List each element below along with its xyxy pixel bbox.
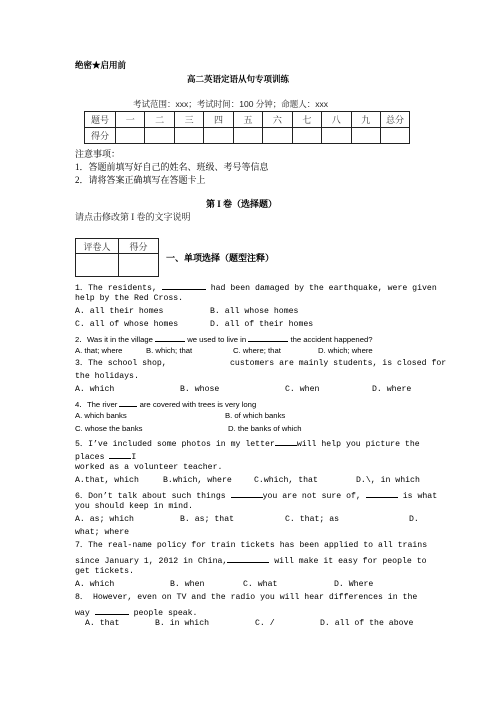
option: C. whose the banks [75, 424, 143, 433]
notes-item: 1．答题前填写好自己的姓名、班级、考号等信息 [75, 162, 269, 172]
score-cell-empty [292, 128, 321, 144]
option: A. which [75, 580, 115, 589]
question-text: will help you picture the [296, 440, 420, 449]
option: B. whose [180, 385, 220, 394]
score-cell-empty [351, 128, 381, 144]
score-cell: 三 [174, 112, 203, 128]
option: B. when [170, 580, 205, 589]
score-cell: 得分 [85, 128, 116, 144]
question-text: is what [402, 492, 438, 501]
question-text: 8． However, even on TV and the radio you will hear differences in the [75, 593, 418, 602]
part-hint: 请点击修改第 I 卷的文字说明 [75, 212, 191, 222]
question-8-line2 [75, 605, 197, 619]
question-text: 6．Don’t talk about such things [75, 492, 226, 501]
option: what; where [75, 528, 130, 537]
option: B. all whose homes [210, 307, 299, 316]
question-text: 3．The school shop, [75, 359, 167, 368]
notes-item: 2．请将答案正确填写在答题卡上 [75, 175, 206, 185]
question-1-line [75, 280, 437, 294]
question-2-line [75, 332, 373, 345]
question-text: worked as a volunteer teacher. [75, 463, 223, 472]
grader-table [75, 238, 159, 277]
option: D. where [372, 385, 412, 394]
question-text: get tickets. [75, 567, 134, 576]
score-label: 得分 [119, 239, 159, 254]
question-text: since January 1, 2012 in China, [75, 557, 228, 566]
score-cell-empty [381, 128, 410, 144]
score-cell: 九 [351, 112, 381, 128]
score-cell: 四 [204, 112, 233, 128]
question-text: the holidays. [75, 372, 139, 381]
option: A. that [85, 619, 120, 628]
question-text: the accident happened? [290, 335, 373, 344]
score-cell: 七 [292, 112, 321, 128]
answer-blank [231, 488, 263, 498]
question-5-line [75, 436, 420, 450]
question-text: 7．The real-name policy for train tickets has been applied to all trains [75, 541, 428, 550]
question-text: you are not sure of, [262, 492, 361, 501]
option: B. which; that [146, 346, 193, 355]
question-text: people speak. [133, 609, 198, 618]
option: A. that; where [75, 346, 123, 355]
answer-blank [227, 553, 269, 563]
score-cell: 八 [322, 112, 351, 128]
section-title: 一、单项选择（题型注释） [166, 253, 275, 263]
score-table [84, 111, 410, 144]
score-cell: 一 [116, 112, 145, 128]
option: D. all of their homes [210, 320, 314, 329]
score-empty [119, 254, 159, 277]
question-5-line2 [75, 449, 136, 463]
question-text: way [75, 609, 90, 618]
option: D. which; where [318, 346, 373, 355]
answer-blank [366, 488, 398, 498]
option: D. all of the above [320, 619, 414, 628]
question-7-line2 [75, 553, 427, 567]
option: B. of which banks [225, 411, 286, 420]
score-cell-empty [204, 128, 233, 144]
option: C. that; as [285, 515, 340, 524]
answer-blank [155, 332, 185, 342]
option: C. all of whose homes [75, 320, 179, 329]
score-cell: 题号 [85, 112, 116, 128]
score-cell-empty [322, 128, 351, 144]
question-text: places [75, 453, 105, 462]
question-text: we used to live in [187, 335, 247, 344]
score-cell-empty [145, 128, 174, 144]
grader-empty [76, 254, 119, 277]
grader-label: 评卷人 [76, 239, 119, 254]
option: C. / [255, 619, 275, 628]
score-cell-empty [174, 128, 203, 144]
score-cell: 二 [145, 112, 174, 128]
option: D. [409, 515, 419, 524]
option: A. which banks [75, 411, 127, 420]
score-table-score-row [85, 128, 410, 144]
score-cell-empty [116, 128, 145, 144]
question-text: 5．I’ve included some photos in my letter [75, 440, 275, 449]
option: A. all their homes [75, 307, 164, 316]
option: B. in which [155, 619, 210, 628]
question-text: will make it easy for people to [274, 557, 427, 566]
part-title: 第 I 卷（选择题） [206, 199, 278, 209]
score-cell-empty [233, 128, 262, 144]
option: C.which, that [254, 476, 318, 485]
question-text: had been damaged by the earthquake, were given [210, 284, 437, 293]
option: C. what [243, 580, 278, 589]
exam-info: 考试范围：xxx；考试时间：100 分钟；命题人：xxx [133, 99, 329, 109]
score-cell-empty [263, 128, 292, 144]
score-table-header-row [85, 112, 410, 128]
score-cell: 五 [233, 112, 262, 128]
secret-label: 绝密★启用前 [75, 60, 127, 70]
option: C. where; that [233, 346, 281, 355]
answer-blank [95, 605, 129, 615]
question-text: 4．The river [75, 400, 118, 409]
answer-blank [275, 436, 297, 446]
option: D.\, in which [356, 476, 420, 485]
question-6-line [75, 488, 437, 502]
question-text: you should keep in mind. [75, 502, 193, 511]
option: A. which [75, 385, 115, 394]
option: D. the banks of which [228, 424, 302, 433]
question-text: are covered with trees is very long [139, 400, 257, 409]
question-text: 1．The residents, [75, 284, 157, 293]
answer-blank [109, 449, 131, 459]
question-text: help by the Red Cross. [75, 294, 184, 303]
question-text: I [131, 453, 137, 462]
score-cell: 六 [263, 112, 292, 128]
notes-heading: 注意事项： [75, 149, 121, 159]
score-cell: 总分 [381, 112, 410, 128]
option: A.that, which [75, 476, 139, 485]
option: B.which, where [163, 476, 232, 485]
option: B. as; that [180, 515, 235, 524]
answer-blank [248, 332, 288, 342]
option: D. Where [334, 580, 374, 589]
answer-blank [119, 397, 137, 407]
question-text: customers are mainly students, is closed for [230, 359, 447, 368]
option: A. as; which [75, 515, 134, 524]
question-text: 2．Was it in the village [75, 335, 153, 344]
page-title: 高二英语定语从句专项训练 [187, 74, 290, 84]
answer-blank [162, 280, 206, 290]
question-4-line [75, 397, 256, 410]
option: C. when [285, 385, 320, 394]
